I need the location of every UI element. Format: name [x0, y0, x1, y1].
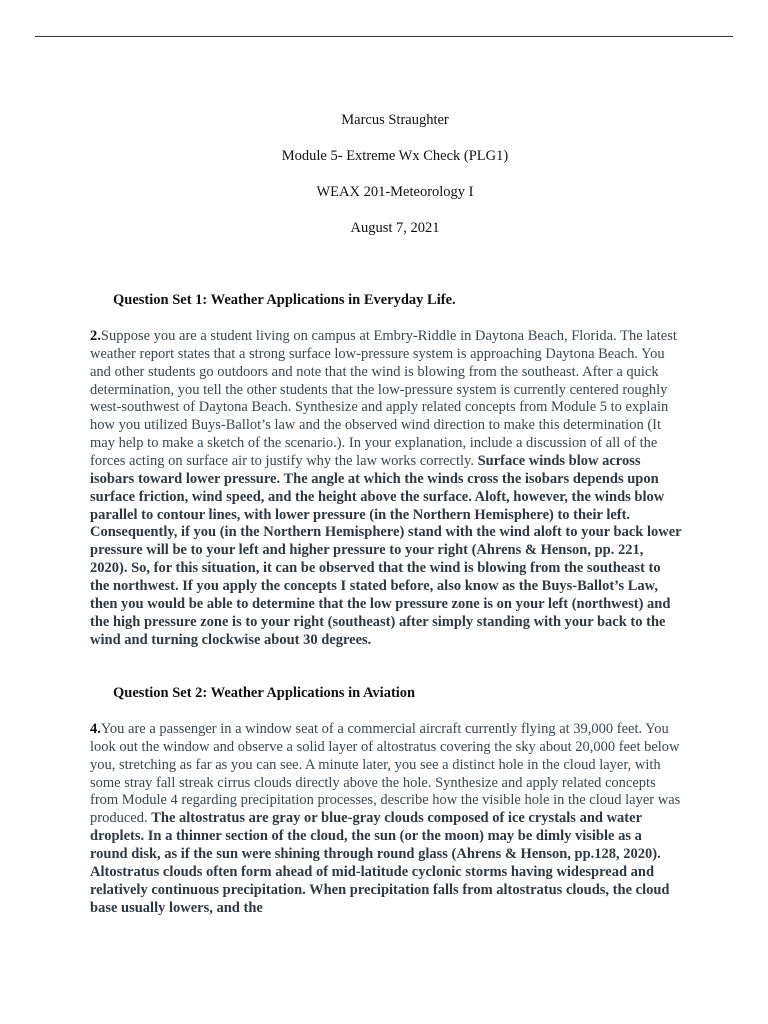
question-text: You are a passenger in a window seat of a commercial aircraft currently flying at 39,000 feet. You look out the window and observe a solid layer of altostratus covering the sky about 20,000 feet below you, stretching as far as you can see. A minute later, you see a distinct hole in the cloud layer, with some stray fall streak cirrus clouds directly above the hole. Synthesize and apply related concepts from Module 4 regarding precipitation processes, describe how the visible hole in the cloud layer was produced. [90, 721, 681, 827]
question-number: 2. [90, 328, 101, 344]
question-text: Suppose you are a student living on campus at Embry-Riddle in Daytona Beach, Florida. The latest weather report states that a strong surface low-pressure system is approaching Daytona Beach. You and other students go outdoors and note that the wind is blowing from the southeast. After a quick determination, you tell the other students that the low-pressure system is currently centered roughly west-southwest of Daytona Beach. Synthesize and apply related concepts from Module 5 to explain how you utilized Buys-Ballot’s law and the observed wind direction to make this determination (It may help to make a sketch of the scenario.). In your explanation, include a discussion of all of the forces acting on surface air to justify why the law works correctly. [90, 328, 677, 470]
section-heading-2: Question Set 2: Weather Applications in Aviation [113, 685, 416, 701]
top-rule-divider [35, 36, 733, 37]
answer-text: Surface winds blow across isobars toward lower pressure. The angle at which the winds cross the isobars depends upon surface friction, wind speed, and the height above the surface. Aloft, however, the winds blow parallel to contour lines, with lower pressure (in the Northern Hemisphere) to their left. Consequently, if you (in the Northern Hemisphere) stand with the wind aloft to your back lower pressure will be to your left and higher pressure to your right (Ahrens & Henson, pp. 221, 2020). So, for this situation, it can be observed that the wind is blowing from the southeast to the northwest. If you apply the concepts I stated before, also know as the Buys-Ballot’s Law, then you would be able to determine that the low pressure zone is on your left (northwest) and the high pressure zone is to your right (southeast) after simply standing with your back to the wind and turning clockwise about 30 degrees. [90, 453, 682, 648]
submission-date: August 7, 2021 [350, 220, 440, 236]
question-4-paragraph [90, 721, 682, 917]
course-name: WEAX 201-Meteorology I [316, 184, 474, 200]
author-name: Marcus Straughter [341, 112, 449, 128]
question-number: 4. [90, 721, 101, 737]
question-2-paragraph [90, 328, 682, 649]
answer-text: The altostratus are gray or blue-gray clouds composed of ice crystals and water droplets. In a thinner section of the cloud, the sun (or the moon) may be dimly visible as a round disk, as if the sun were shining through round glass (Ahrens & Henson, pp.128, 2020). Altostratus clouds often form ahead of mid-latitude cyclonic storms having widespread and relatively continuous precipitation. When precipitation falls from altostratus clouds, the cloud base usually lowers, and the [90, 810, 670, 916]
section-heading-1: Question Set 1: Weather Applications in Everyday Life. [113, 292, 456, 308]
assignment-title: Module 5- Extreme Wx Check (PLG1) [281, 148, 509, 164]
